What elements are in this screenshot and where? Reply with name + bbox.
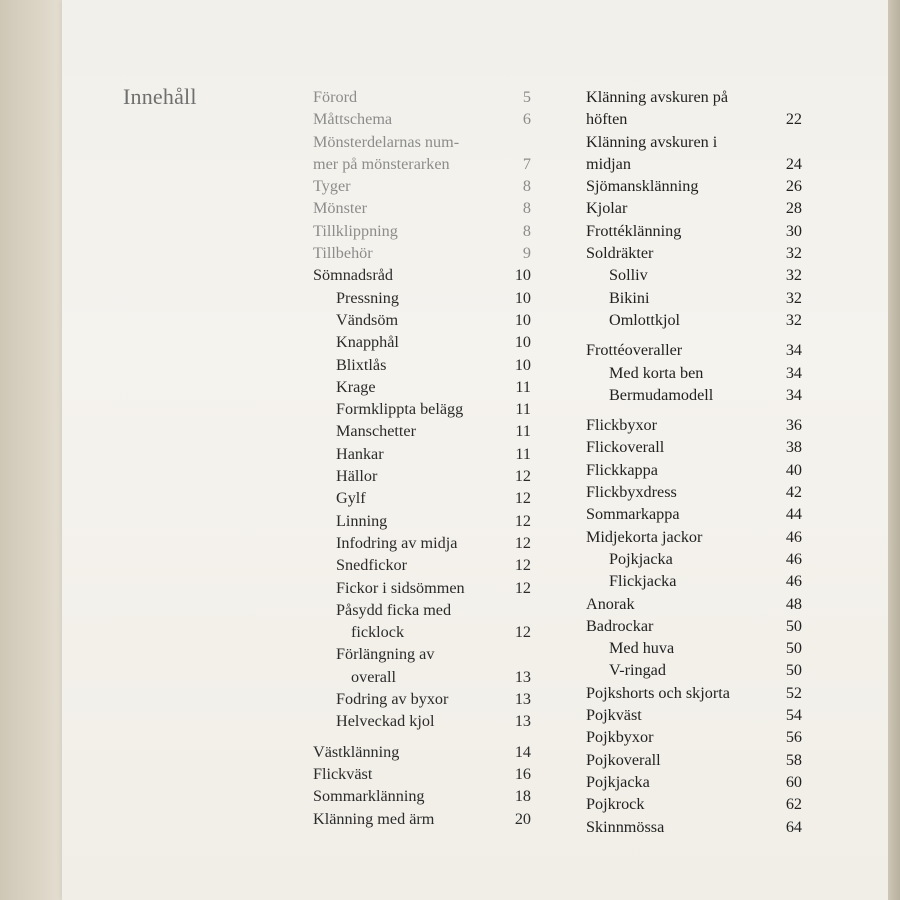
toc-subentry bbox=[586, 659, 802, 681]
entry-title-continued: overall bbox=[351, 667, 396, 686]
entry-title: Flickjacka bbox=[609, 572, 677, 591]
toc-entry bbox=[586, 131, 802, 176]
page-number: 56 bbox=[785, 728, 802, 747]
toc-subentry bbox=[586, 362, 802, 384]
page-number: 13 bbox=[514, 667, 531, 686]
page-number: 38 bbox=[785, 438, 802, 457]
page-number: 62 bbox=[785, 795, 802, 814]
toc-column-right bbox=[586, 86, 802, 838]
toc-subentry bbox=[586, 570, 802, 592]
page-number: 32 bbox=[785, 244, 802, 263]
entry-title: Klänning avskuren i bbox=[586, 132, 718, 151]
toc-subentry bbox=[313, 420, 531, 442]
entry-title: Kjolar bbox=[586, 199, 628, 218]
toc-subentry bbox=[313, 354, 531, 376]
page-number: 8 bbox=[522, 177, 531, 196]
entry-title: Förlängning av bbox=[336, 645, 435, 664]
page-number: 46 bbox=[785, 549, 802, 568]
entry-title-continued: midjan bbox=[586, 154, 631, 173]
toc-entry bbox=[313, 264, 531, 286]
page-number: 13 bbox=[514, 712, 531, 731]
entry-title: Pressning bbox=[336, 288, 399, 307]
entry-title: Snedfickor bbox=[336, 556, 408, 575]
page-number: 10 bbox=[514, 288, 531, 307]
toc-entry bbox=[586, 793, 802, 815]
entry-title: Linning bbox=[336, 511, 388, 530]
entry-title: Blixtlås bbox=[336, 355, 387, 374]
entry-title: Klänning avskuren på bbox=[586, 88, 729, 106]
toc-subentry bbox=[313, 376, 531, 398]
toc-subentry bbox=[313, 643, 531, 688]
toc-entry bbox=[313, 108, 531, 130]
toc-subentry bbox=[313, 577, 531, 599]
entry-title: Med huva bbox=[609, 639, 675, 658]
toc-entry bbox=[313, 741, 531, 763]
toc-subentry bbox=[313, 487, 531, 509]
entry-title: Flickbyxor bbox=[586, 416, 658, 435]
entry-title-continued: höften bbox=[586, 110, 628, 129]
page-number: 34 bbox=[785, 385, 802, 404]
toc-subentry bbox=[313, 710, 531, 732]
toc-entry bbox=[586, 503, 802, 525]
entry-title: Flickkappa bbox=[586, 460, 658, 479]
page-number: 28 bbox=[785, 199, 802, 218]
toc-subentry bbox=[313, 287, 531, 309]
toc-entry bbox=[586, 242, 802, 264]
page-number: 10 bbox=[514, 355, 531, 374]
toc-subentry bbox=[586, 548, 802, 570]
page-number: 12 bbox=[514, 623, 531, 642]
contents-heading: Innehåll bbox=[123, 84, 197, 109]
toc-entry bbox=[313, 131, 531, 176]
entry-title: Krage bbox=[336, 377, 376, 396]
entry-title: Fodring av byxor bbox=[336, 690, 449, 709]
page-number: 34 bbox=[785, 363, 802, 382]
toc-entry bbox=[313, 242, 531, 264]
toc-subentry bbox=[313, 309, 531, 331]
entry-title-continued: ficklock bbox=[351, 623, 405, 642]
page-number: 10 bbox=[514, 333, 531, 352]
entry-title: Gylf bbox=[336, 489, 366, 508]
toc-entry bbox=[313, 86, 531, 108]
entry-title: Pojkbyxor bbox=[586, 728, 654, 747]
page-number: 11 bbox=[515, 377, 531, 396]
entry-title: Sommarklänning bbox=[313, 787, 425, 806]
page-number: 32 bbox=[785, 288, 802, 307]
entry-title: Pojkshorts och skjorta bbox=[586, 683, 730, 702]
entry-title: Hällor bbox=[336, 467, 378, 486]
section-spacer bbox=[313, 733, 531, 741]
page-number: 44 bbox=[785, 505, 802, 524]
toc-entry bbox=[313, 763, 531, 785]
page-number: 22 bbox=[785, 110, 802, 129]
page-number: 10 bbox=[514, 266, 531, 285]
page-number: 64 bbox=[785, 817, 802, 836]
page-number: 20 bbox=[514, 809, 531, 828]
toc-entry bbox=[586, 220, 802, 242]
page-number: 42 bbox=[785, 483, 802, 502]
entry-title: Vändsöm bbox=[336, 310, 399, 329]
toc-entry bbox=[313, 785, 531, 807]
entry-title: Flickbyxdress bbox=[586, 483, 677, 502]
entry-title: Västklänning bbox=[313, 742, 400, 761]
toc-entry bbox=[586, 704, 802, 726]
page-number: 60 bbox=[785, 772, 802, 791]
entry-title: Hankar bbox=[336, 444, 384, 463]
toc-entry bbox=[586, 526, 802, 548]
entry-title: Flickväst bbox=[313, 764, 373, 783]
page-number: 11 bbox=[515, 444, 531, 463]
page-number: 13 bbox=[514, 690, 531, 709]
toc-entry bbox=[586, 615, 802, 637]
entry-title: Soldräkter bbox=[586, 244, 654, 263]
toc-entry bbox=[586, 459, 802, 481]
page-number: 32 bbox=[785, 266, 802, 285]
entry-title: Skinnmössa bbox=[586, 817, 665, 836]
page-number: 46 bbox=[785, 527, 802, 546]
toc-entry bbox=[313, 175, 531, 197]
toc-entry bbox=[586, 771, 802, 793]
toc-entry bbox=[586, 197, 802, 219]
page-number: 52 bbox=[785, 683, 802, 702]
page-number: 40 bbox=[785, 460, 802, 479]
entry-title: Fickor i sidsömmen bbox=[336, 578, 465, 597]
entry-title: Pojkrock bbox=[586, 795, 645, 814]
entry-title: Solliv bbox=[609, 266, 648, 285]
entry-title: Pojkjacka bbox=[586, 772, 650, 791]
toc-entry bbox=[586, 749, 802, 771]
entry-title: Måttschema bbox=[313, 110, 393, 129]
page-number: 36 bbox=[785, 416, 802, 435]
page-number: 9 bbox=[522, 244, 531, 263]
toc-subentry bbox=[586, 637, 802, 659]
entry-title: Omlottkjol bbox=[609, 310, 681, 329]
page-number: 7 bbox=[522, 154, 531, 173]
toc-subentry bbox=[313, 443, 531, 465]
page-number: 16 bbox=[514, 764, 531, 783]
toc-subentry bbox=[313, 398, 531, 420]
toc-entry bbox=[313, 220, 531, 242]
entry-title: Sjömansklänning bbox=[586, 177, 699, 196]
page-number: 6 bbox=[522, 110, 531, 129]
page-number: 30 bbox=[785, 221, 802, 240]
toc-entry bbox=[313, 808, 531, 830]
page-number: 8 bbox=[522, 221, 531, 240]
entry-title: Mönsterdelarnas num- bbox=[313, 132, 460, 151]
page-number: 14 bbox=[514, 742, 531, 761]
page-number: 58 bbox=[785, 750, 802, 769]
entry-title: Tillklippning bbox=[313, 221, 398, 240]
page-edge bbox=[888, 0, 900, 900]
entry-title: Mönster bbox=[313, 199, 367, 218]
entry-title: Formklippta belägg bbox=[336, 400, 464, 419]
entry-title: Förord bbox=[313, 88, 358, 106]
entry-title: Infodring av midja bbox=[336, 533, 458, 552]
page-number: 48 bbox=[785, 594, 802, 613]
toc-subentry bbox=[586, 264, 802, 286]
entry-title: Med korta ben bbox=[609, 363, 704, 382]
entry-title: Frottéoveraller bbox=[586, 341, 683, 360]
toc-entry bbox=[586, 481, 802, 503]
entry-title: Manschetter bbox=[336, 422, 417, 441]
entry-title: Tillbehör bbox=[313, 244, 373, 263]
entry-title: Anorak bbox=[586, 594, 635, 613]
toc-entry bbox=[586, 436, 802, 458]
page-number: 12 bbox=[514, 578, 531, 597]
entry-title: Pojkjacka bbox=[609, 549, 673, 568]
entry-title: Midjekorta jackor bbox=[586, 527, 703, 546]
toc-subentry bbox=[586, 287, 802, 309]
toc-column-left bbox=[313, 86, 531, 830]
toc-entry bbox=[586, 726, 802, 748]
toc-subentry bbox=[313, 554, 531, 576]
toc-entry bbox=[313, 197, 531, 219]
toc-entry bbox=[586, 593, 802, 615]
page-number: 34 bbox=[785, 341, 802, 360]
toc-entry bbox=[586, 414, 802, 436]
page-number: 12 bbox=[514, 489, 531, 508]
page-number: 11 bbox=[515, 422, 531, 441]
section-spacer bbox=[586, 406, 802, 414]
entry-title: Tyger bbox=[313, 177, 351, 196]
toc-subentry bbox=[313, 688, 531, 710]
entry-title: Pojkoverall bbox=[586, 750, 661, 769]
page-number: 10 bbox=[514, 310, 531, 329]
entry-title: Pojkväst bbox=[586, 706, 642, 725]
toc-entry bbox=[586, 86, 802, 131]
entry-title: Frottéklänning bbox=[586, 221, 682, 240]
section-spacer bbox=[586, 331, 802, 339]
toc-entry bbox=[586, 816, 802, 838]
toc-subentry bbox=[313, 532, 531, 554]
entry-title: Bermudamodell bbox=[609, 385, 714, 404]
entry-title: Klänning med ärm bbox=[313, 809, 435, 828]
page-number: 12 bbox=[514, 533, 531, 552]
page-number: 26 bbox=[785, 177, 802, 196]
page-number: 50 bbox=[785, 616, 802, 635]
page-number: 50 bbox=[785, 661, 802, 680]
toc-entry bbox=[586, 682, 802, 704]
page-number: 12 bbox=[514, 511, 531, 530]
entry-title: Knapphål bbox=[336, 333, 399, 352]
toc-entry bbox=[586, 175, 802, 197]
entry-title: Badrockar bbox=[586, 616, 654, 635]
entry-title: Sömnadsråd bbox=[313, 266, 394, 285]
page-number: 54 bbox=[785, 706, 802, 725]
entry-title: Flickoverall bbox=[586, 438, 665, 457]
toc-subentry bbox=[313, 510, 531, 532]
toc-subentry bbox=[586, 309, 802, 331]
page-number: 46 bbox=[785, 572, 802, 591]
toc-subentry bbox=[586, 384, 802, 406]
page-number: 24 bbox=[785, 154, 802, 173]
toc-subentry bbox=[313, 465, 531, 487]
page-number: 11 bbox=[515, 400, 531, 419]
page-number: 8 bbox=[522, 199, 531, 218]
page-number: 12 bbox=[514, 467, 531, 486]
entry-title: Bikini bbox=[609, 288, 650, 307]
entry-title: V-ringad bbox=[609, 661, 666, 680]
entry-title: Påsydd ficka med bbox=[336, 600, 452, 619]
page-number: 12 bbox=[514, 556, 531, 575]
entry-title: Sommarkappa bbox=[586, 505, 680, 524]
toc-subentry bbox=[313, 599, 531, 644]
page-number: 32 bbox=[785, 310, 802, 329]
page-number: 18 bbox=[514, 787, 531, 806]
toc-entry bbox=[586, 339, 802, 361]
page-number: 5 bbox=[522, 88, 531, 106]
entry-title: Helveckad kjol bbox=[336, 712, 435, 731]
entry-title-continued: mer på mönsterarken bbox=[313, 154, 450, 173]
toc-subentry bbox=[313, 331, 531, 353]
page-number: 50 bbox=[785, 639, 802, 658]
